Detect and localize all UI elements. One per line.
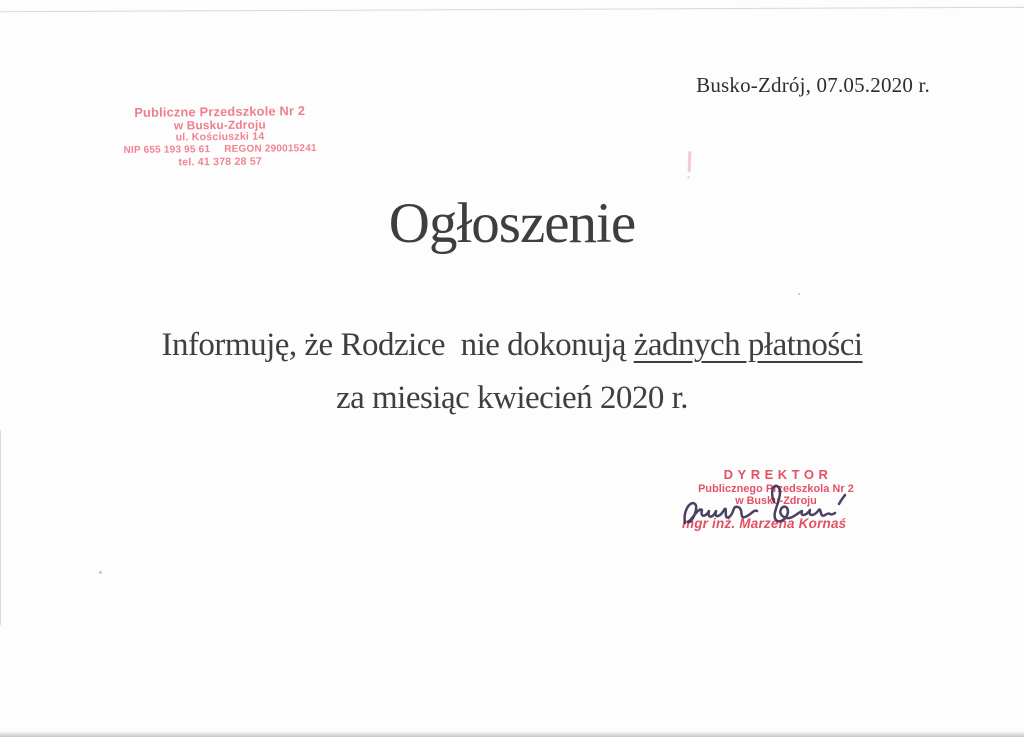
body-line-1-underlined: żadnych płatności [633,327,863,363]
body-line-1-text: Informuję, że Rodzice nie dokonują [161,327,634,363]
scan-artifact-line [0,7,1024,12]
school-address-stamp [124,105,317,170]
date-line: Busko-Zdrój, 07.05.2020 r. [696,73,930,97]
scan-edge-shadow [0,731,1024,737]
body-line-1 [0,319,1024,372]
stamp-org-genitive: Publicznego Przedszkola Nr 2 [698,483,854,495]
director-signature-stamp [682,467,862,531]
scan-artifact-edge [0,430,1,625]
stamp-street: ul. Kościuszki 14 [175,130,265,144]
stamp-org-name: Publiczne Przedszkole Nr 2 [134,103,306,120]
signer-name-line: mgr inż. Marzena Kornaś [682,516,847,531]
handwritten-signature [680,478,858,530]
stamp-city: w Busku-Zdroju [173,117,266,133]
stamp-nip: NIP 655 193 95 61 [123,143,211,156]
stamp-city: w Busku-Zdroju [735,495,817,507]
ink-smudge-mark [688,151,692,172]
stamp-regon: REGON 290015241 [224,142,317,155]
stamp-role-title: DYREKTOR [723,467,833,482]
document-title: Ogłoszenie [388,192,636,255]
body-line-2: za miesiąc kwiecień 2020 r. [335,380,689,416]
scan-speck [99,571,102,574]
announcement-body [0,319,1024,425]
scan-speck [798,293,800,295]
stamp-phone: tel. 41 378 28 57 [178,155,263,169]
signature-stroke [685,486,845,523]
